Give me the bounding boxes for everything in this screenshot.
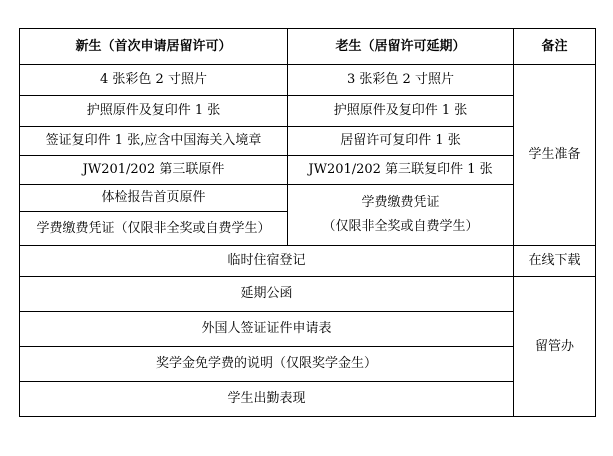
header-remarks: 备注 bbox=[514, 29, 596, 65]
header-old-student: 老生（居留许可延期） bbox=[288, 29, 514, 65]
cell-remark-online: 在线下载 bbox=[514, 246, 596, 277]
cell-visa-application-form: 外国人签证证件申请表 bbox=[20, 312, 514, 347]
fee-old-line1: 学费缴费凭证 bbox=[361, 195, 440, 210]
cell-remark-student-prep: 学生准备 bbox=[514, 65, 596, 246]
cell-jw-new: JW201/202 第三联原件 bbox=[20, 156, 288, 185]
header-row bbox=[20, 29, 596, 65]
requirements-table bbox=[19, 28, 596, 417]
table-row bbox=[20, 382, 596, 417]
cell-attendance: 学生出勤表现 bbox=[20, 382, 514, 417]
cell-jw-old: JW201/202 第三联复印件 1 张 bbox=[288, 156, 514, 185]
cell-permit-old: 居留许可复印件 1 张 bbox=[288, 127, 514, 156]
cell-fee-old bbox=[288, 185, 514, 246]
table-row bbox=[20, 246, 596, 277]
header-new-student: 新生（首次申请居留许可） bbox=[20, 29, 288, 65]
table-row bbox=[20, 312, 596, 347]
cell-fee-new: 学费缴费凭证（仅限非全奖或自费学生） bbox=[20, 212, 288, 246]
cell-extension-letter: 延期公函 bbox=[20, 277, 514, 312]
table-row bbox=[20, 277, 596, 312]
table-row bbox=[20, 127, 596, 156]
table-row bbox=[20, 347, 596, 382]
fee-old-line2: （仅限非全奖或自费学生） bbox=[322, 219, 479, 234]
cell-passport-old: 护照原件及复印件 1 张 bbox=[288, 96, 514, 127]
cell-visa-new: 签证复印件 1 张,应含中国海关入境章 bbox=[20, 127, 288, 156]
table-row bbox=[20, 185, 596, 212]
cell-medical-new: 体检报告首页原件 bbox=[20, 185, 288, 212]
table-row bbox=[20, 65, 596, 96]
cell-passport-new: 护照原件及复印件 1 张 bbox=[20, 96, 288, 127]
cell-remark-office: 留管办 bbox=[514, 277, 596, 417]
cell-scholarship-note: 奖学金免学费的说明（仅限奖学金生） bbox=[20, 347, 514, 382]
table-row bbox=[20, 156, 596, 185]
cell-photos-new: 4 张彩色 2 寸照片 bbox=[20, 65, 288, 96]
table-row bbox=[20, 96, 596, 127]
cell-temp-residence: 临时住宿登记 bbox=[20, 246, 514, 277]
cell-photos-old: 3 张彩色 2 寸照片 bbox=[288, 65, 514, 96]
